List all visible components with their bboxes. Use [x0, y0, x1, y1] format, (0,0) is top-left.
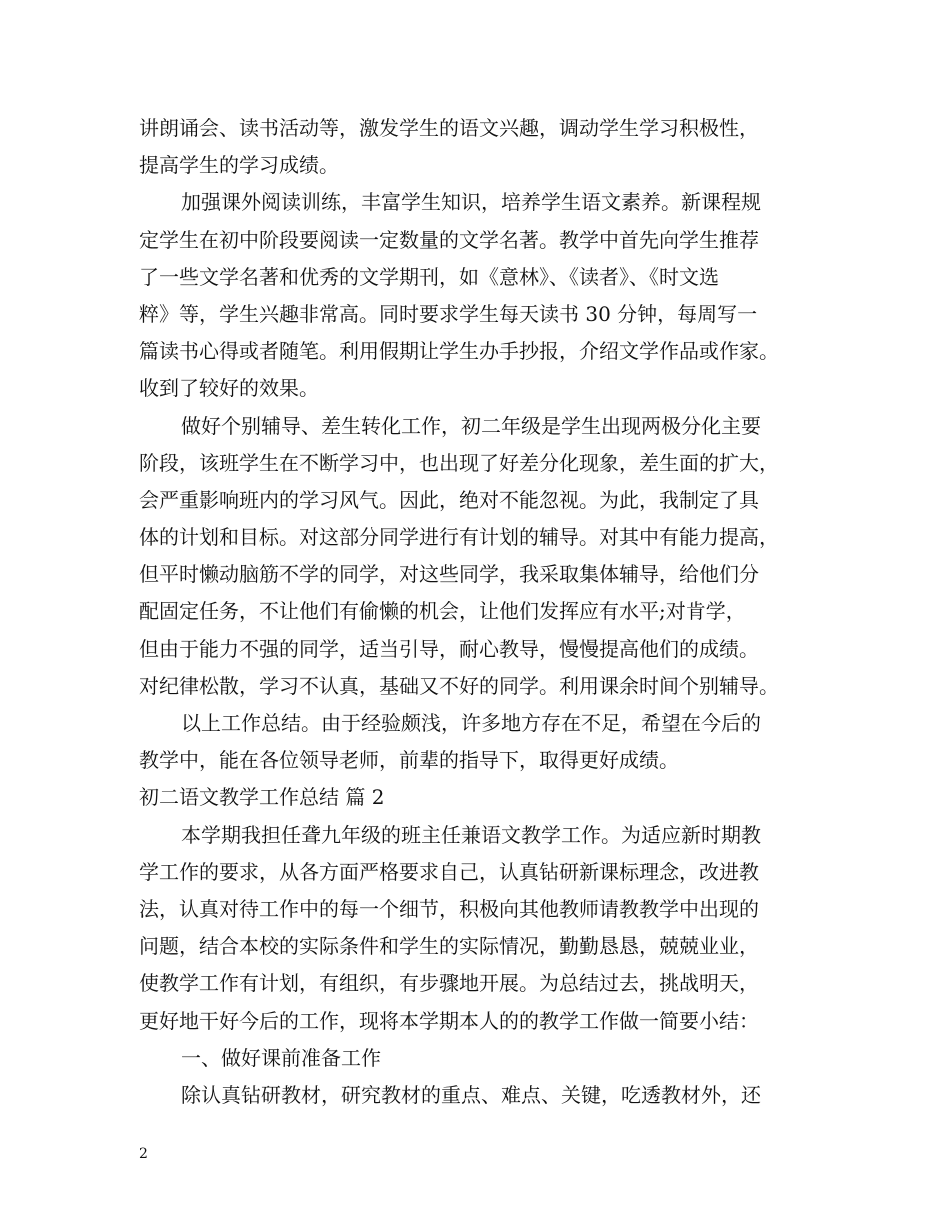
text-line: 讲朗诵会、读书活动等，激发学生的语文兴趣，调动学生学习积极性， [139, 116, 759, 140]
text-line: 教学中，能在各位领导老师，前辈的指导下，取得更好成绩。 [139, 748, 679, 773]
page-number: 2 [139, 1146, 148, 1162]
text-line: 阶段，该班学生在不断学习中，也出现了好差分化现象，差生面的扩大， [139, 450, 779, 475]
paragraph-start-line: 本学期我担任聋九年级的班主任兼语文教学工作。为适应新时期教 [181, 822, 761, 847]
text-line: 提高学生的学习成绩。 [139, 153, 339, 178]
text-line: 定学生在初中阶段要阅读一定数量的文学名著。教学中首先向学生推荐 [139, 227, 759, 252]
text-line: 但由于能力不强的同学，适当引导，耐心教导，慢慢提高他们的成绩。 [139, 636, 759, 661]
text-line: 问题，结合本校的实际条件和学生的实际情况，勤勤恳恳，兢兢业业， [139, 934, 759, 959]
text-line: 了一些文学名著和优秀的文学期刊，如《意林》、《读者》、《时文选 [139, 264, 719, 289]
text-line: 配固定任务，不让他们有偷懒的机会，让他们发挥应有水平;对肯学， [139, 599, 746, 624]
text-line: 体的计划和目标。对这部分同学进行有计划的辅导。对其中有能力提高， [139, 525, 779, 550]
text-line: 篇读书心得或者随笔。利用假期让学生办手抄报，介绍文学作品或作家。 [139, 339, 779, 364]
paragraph-start-line: 做好个别辅导、差生转化工作，初二年级是学生出现两极分化主要 [181, 413, 761, 438]
text-line: 法，认真对待工作中的每一个细节，积极向其他教师请教教学中出现的 [139, 896, 759, 921]
section-heading: 初二语文教学工作总结 篇 2 [139, 785, 385, 810]
paragraph-start-line: 加强课外阅读训练，丰富学生知识，培养学生语文素养。新课程规 [181, 190, 761, 215]
text-line: 收到了较好的效果。 [139, 376, 319, 401]
text-line: 会严重影响班内的学习风气。因此，绝对不能忽视。为此，我制定了具 [139, 487, 759, 512]
text-line: 对纪律松散，学习不认真，基础又不好的同学。利用课余时间个别辅导。 [139, 673, 779, 698]
text-line: 更好地干好今后的工作，现将本学期本人的的教学工作做一简要小结： [139, 1008, 759, 1033]
subheading-line: 一、做好课前准备工作 [181, 1045, 381, 1070]
text-line: 粹》等，学生兴趣非常高。同时要求学生每天读书 30 分钟，每周写一 [139, 301, 758, 326]
text-line: 学工作的要求，从各方面严格要求自己，认真钻研新课标理念，改进教 [139, 859, 759, 884]
paragraph-start-line: 以上工作总结。由于经验颇浅，许多地方存在不足，希望在今后的 [181, 711, 761, 735]
text-line: 但平时懒动脑筋不学的同学，对这些同学，我采取集体辅导，给他们分 [139, 562, 759, 587]
paragraph-start-line: 除认真钻研教材，研究教材的重点、难点、关键，吃透教材外，还 [181, 1082, 761, 1107]
text-line: 使教学工作有计划，有组织，有步骤地开展。为总结过去，挑战明天， [139, 971, 759, 996]
document-body [139, 110, 839, 1114]
